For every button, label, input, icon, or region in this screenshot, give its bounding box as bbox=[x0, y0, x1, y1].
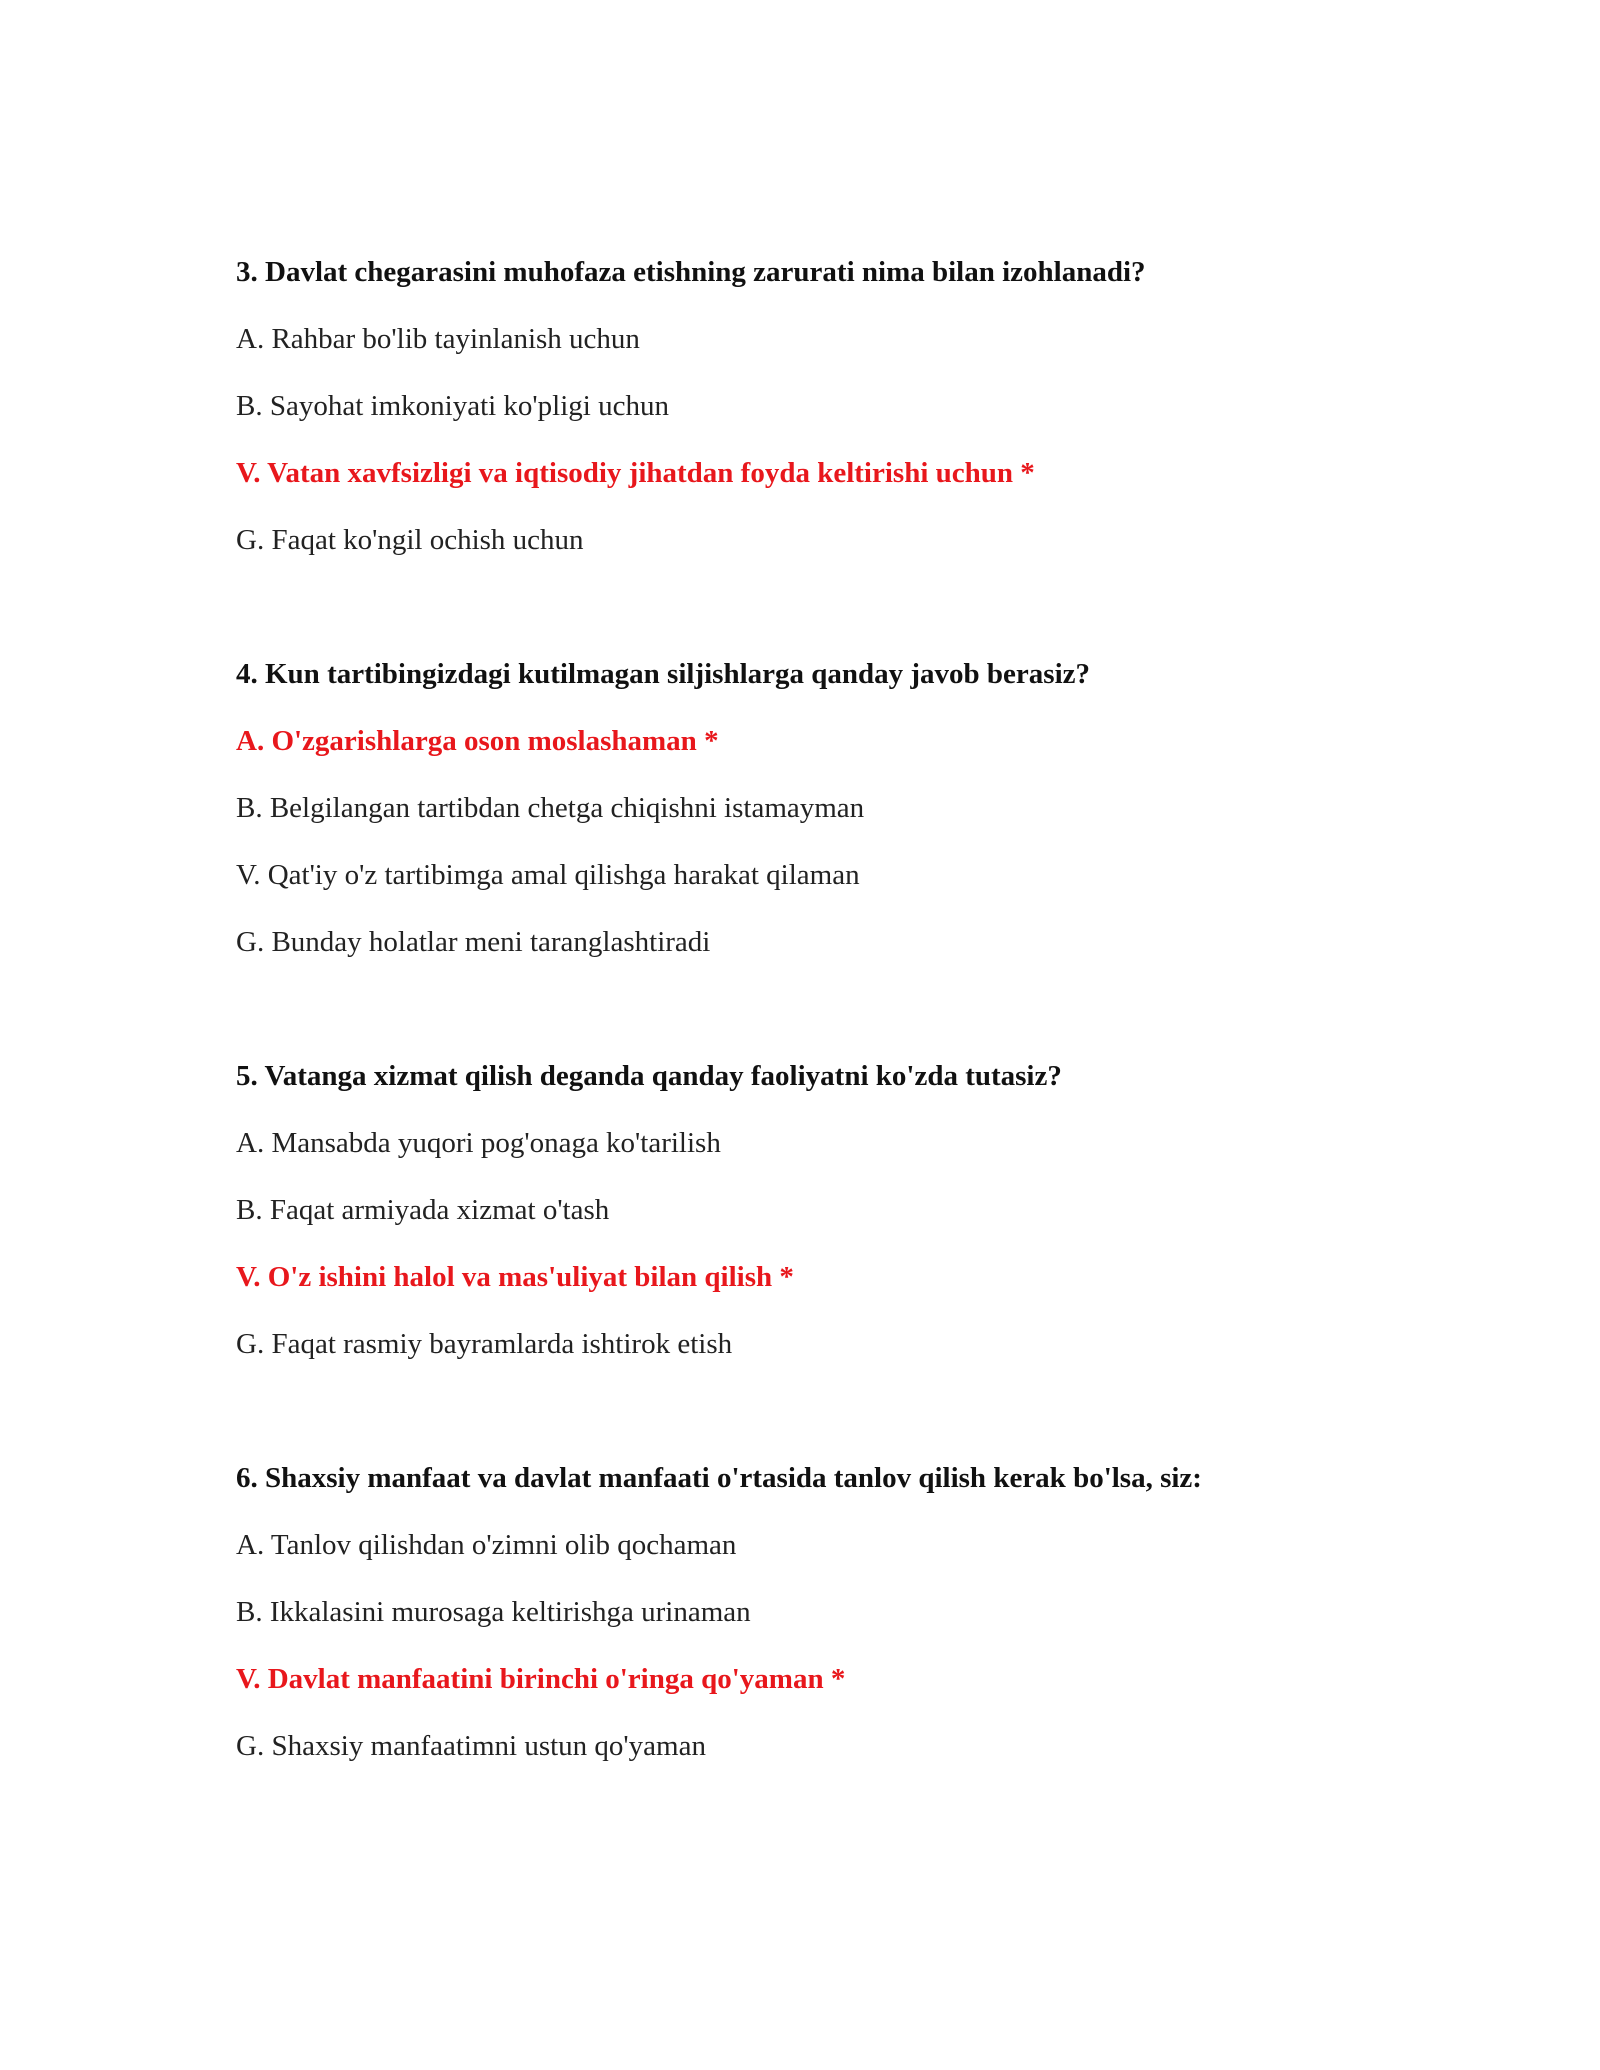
option-v-correct: V. Davlat manfaatini birinchi o'ringa qo'yaman * bbox=[236, 1663, 846, 1695]
option-g: G. Faqat rasmiy bayramlarda ishtirok etish bbox=[236, 1328, 733, 1360]
option-v-correct: V. Vatan xavfsizligi va iqtisodiy jihatdan foyda keltirishi uchun * bbox=[236, 457, 1035, 489]
option-b: B. Ikkalasini murosaga keltirishga urinaman bbox=[236, 1596, 751, 1628]
option-b: B. Sayohat imkoniyati ko'pligi uchun bbox=[236, 390, 669, 422]
option-b: B. Faqat armiyada xizmat o'tash bbox=[236, 1194, 610, 1226]
option-a: A. Tanlov qilishdan o'zimni olib qochaman bbox=[236, 1529, 737, 1561]
question-title: 6. Shaxsiy manfaat va davlat manfaati o'rtasida tanlov qilish kerak bo'lsa, siz: bbox=[236, 1462, 1202, 1494]
option-b: B. Belgilangan tartibdan chetga chiqishni istamayman bbox=[236, 792, 865, 824]
question-title: 5. Vatanga xizmat qilish deganda qanday faoliyatni ko'zda tutasiz? bbox=[236, 1060, 1062, 1092]
option-a: A. Mansabda yuqori pog'onaga ko'tarilish bbox=[236, 1127, 721, 1159]
question-title: 4. Kun tartibingizdagi kutilmagan siljishlarga qanday javob berasiz? bbox=[236, 658, 1091, 690]
question-title: 3. Davlat chegarasini muhofaza etishning zarurati nima bilan izohlanadi? bbox=[236, 256, 1146, 288]
option-g: G. Shaxsiy manfaatimni ustun qo'yaman bbox=[236, 1730, 706, 1762]
option-a: A. Rahbar bo'lib tayinlanish uchun bbox=[236, 323, 640, 355]
option-v: V. Qat'iy o'z tartibimga amal qilishga harakat qilaman bbox=[236, 859, 860, 891]
option-v-correct: V. O'z ishini halol va mas'uliyat bilan qilish * bbox=[236, 1261, 794, 1293]
option-g: G. Faqat ko'ngil ochish uchun bbox=[236, 524, 584, 556]
option-g: G. Bunday holatlar meni taranglashtiradi bbox=[236, 926, 711, 958]
option-a-correct: A. O'zgarishlarga oson moslashaman * bbox=[236, 725, 719, 757]
